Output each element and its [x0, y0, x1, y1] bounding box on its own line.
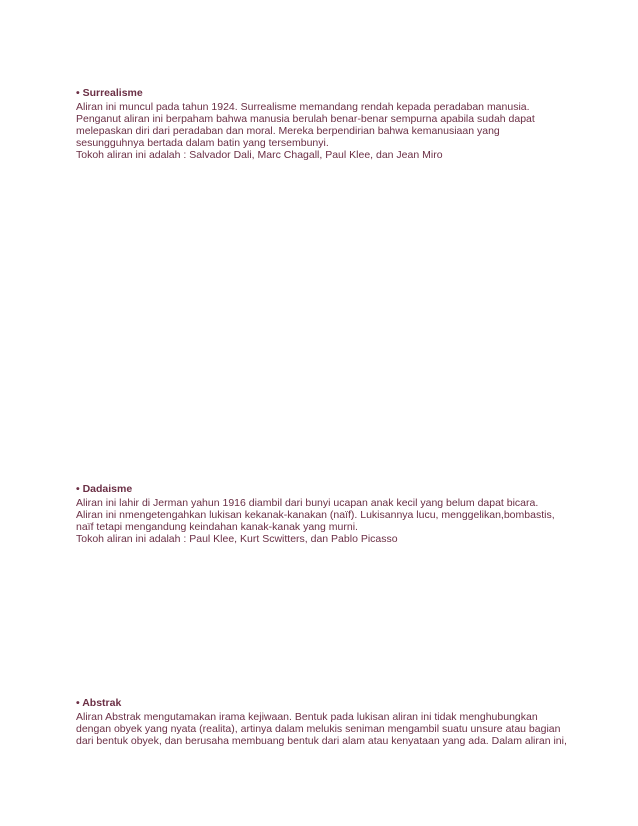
section-surrealisme — [76, 87, 566, 161]
section-heading: • Surrealisme — [76, 87, 143, 99]
paragraph-line: sesungguhnya bertada dalam batin yang tersembunyi. — [76, 137, 329, 150]
section-heading: • Abstrak — [76, 697, 122, 709]
section-dadaisme — [76, 483, 566, 545]
section-heading: • Dadaisme — [76, 483, 133, 495]
paragraph-line: Tokoh aliran ini adalah : Paul Klee, Kurt Scwitters, dan Pablo Picasso — [76, 533, 398, 546]
section-abstrak — [76, 697, 566, 747]
paragraph-line: Aliran Abstrak mengutamakan irama kejiwaan. Bentuk pada lukisan aliran ini tidak menghubungkan — [76, 711, 538, 723]
paragraph-line: Aliran ini lahir di Jerman yahun 1916 diambil dari bunyi ucapan anak kecil yang belum dapat bicara. — [76, 497, 539, 509]
paragraph-line: dari bentuk obyek, dan berusaha membuang bentuk dari alam atau kenyataan yang ada. Dalam aliran ini, — [76, 735, 567, 748]
paragraph-line: dengan obyek yang nyata (realita), artinya dalam melukis seniman mengambil suatu unsure atau bagian — [76, 723, 561, 736]
paragraph-line: Penganut aliran ini berpaham bahwa manusia berulah benar-benar sempurna apabila sudah dapat — [76, 113, 535, 126]
paragraph-line: Aliran ini nmengetengahkan lukisan kekanak-kanakan (naïf). Lukisannya lucu, menggelikan,bombastis, — [76, 509, 555, 522]
paragraph-line: melepaskan diri dari peradaban dan moral. Mereka berpendirian bahwa kemanusiaan yang — [76, 125, 500, 138]
paragraph-line: Tokoh aliran ini adalah : Salvador Dali, Marc Chagall, Paul Klee, dan Jean Miro — [76, 149, 443, 162]
paragraph-line: Aliran ini muncul pada tahun 1924. Surrealisme memandang rendah kepada peradaban manusia. — [76, 101, 530, 113]
paragraph-line: naïf tetapi mengandung keindahan kanak-kanak yang murni. — [76, 521, 358, 534]
